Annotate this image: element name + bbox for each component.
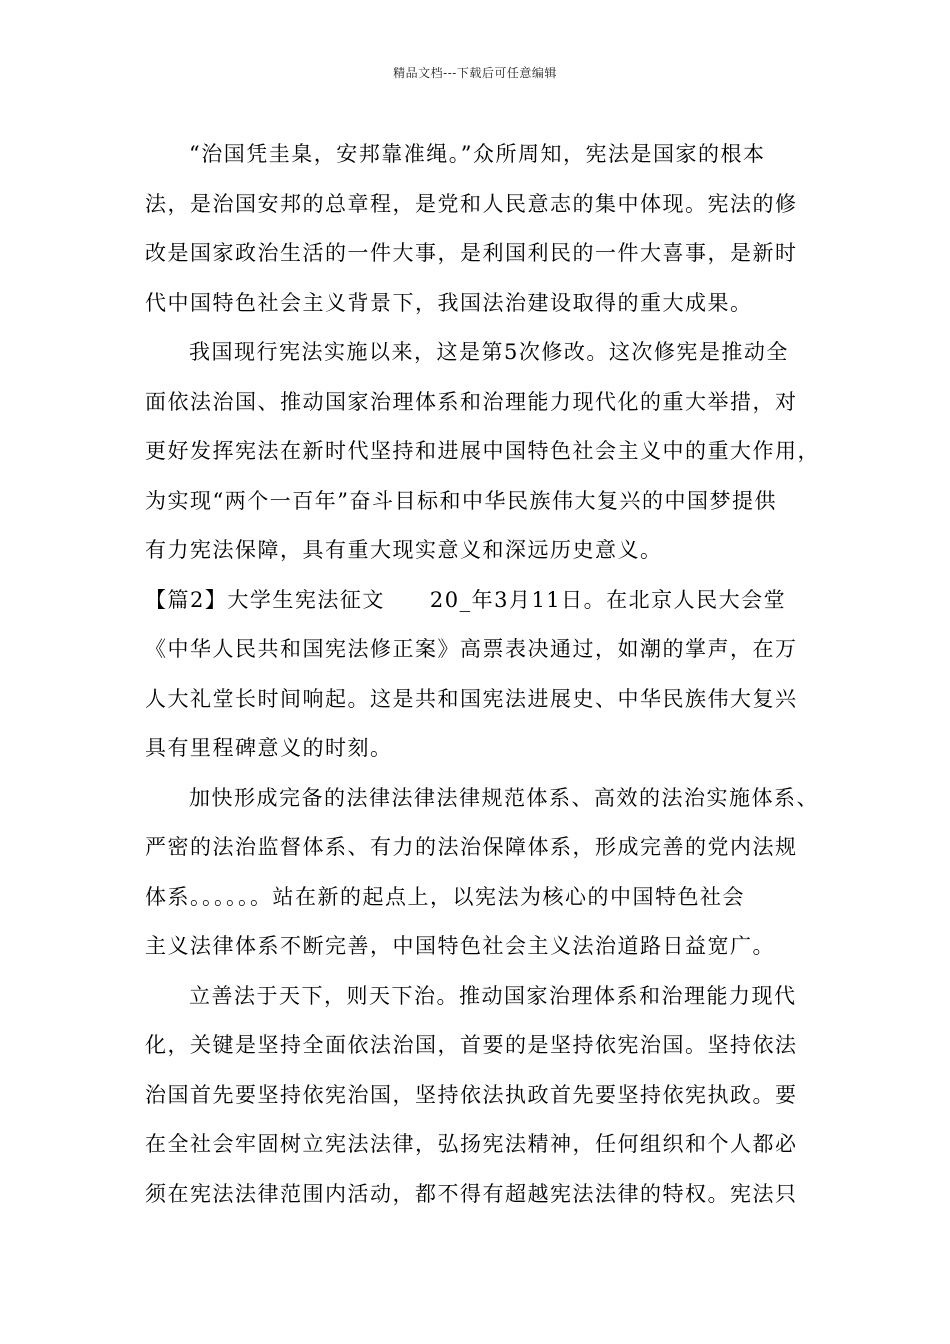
text-line: 主义法律体系不断完善，中国特色社会主义法治道路日益宽广。 (145, 934, 775, 958)
section-heading-line: 【篇2】大学生宪法征文 20_年3月11日。在北京人民大会堂 (145, 587, 787, 612)
text-line: 法，是治国安邦的总章程，是党和人民意志的集中体现。宪法的修 (145, 191, 798, 216)
text-line: 改是国家政治生活的一件大事，是利国利民的一件大喜事，是新时 (145, 241, 798, 265)
text-line: 严密的法治监督体系、有力的法治保障体系，形成完善的党内法规 (145, 835, 798, 859)
text-line: 更好发挥宪法在新时代坚持和进展中国特色社会主义中的重大作用， (145, 439, 820, 463)
text-line: 人大礼堂长时间响起。这是共和国宪法进展史、中华民族伟大复兴 (145, 686, 798, 711)
text-line: 《中华人民共和国宪法修正案》高票表决通过，如潮的掌声，在万 (145, 637, 798, 661)
text-line: 代中国特色社会主义背景下，我国法治建设取得的重大成果。 (145, 290, 753, 315)
text-line: 化，关键是坚持全面依法治国，首要的是坚持依宪治国。坚持依法 (145, 1033, 798, 1057)
text-line: 加快形成完备的法律法律法律规范体系、高效的法治实施体系、 (189, 785, 819, 810)
text-line: 体系。。。。。。站在新的起点上，以宪法为核心的中国特色社会 (145, 884, 745, 909)
text-line: “治国凭圭臬，安邦靠准绳。”众所周知，宪法是国家的根本 (189, 142, 766, 166)
text-line: 具有里程碑意义的时刻。 (145, 736, 393, 760)
text-line: 在全社会牢固树立宪法法律，弘扬宪法精神，任何组织和个人都必 (145, 1132, 798, 1156)
document-body (145, 130, 830, 1219)
text-line: 为实现“两个一百年”奋斗目标和中华民族伟大复兴的中国梦提供 (145, 488, 777, 513)
text-line: 须在宪法法律范围内活动，都不得有超越宪法法律的特权。宪法只 (145, 1181, 798, 1206)
page-header: 精品文档---下载后可任意编辑 (393, 66, 557, 80)
text-line: 面依法治国、推动国家治理体系和治理能力现代化的重大举措，对 (145, 389, 798, 414)
text-line: 立善法于天下，则天下治。推动国家治理体系和治理能力现代 (189, 983, 797, 1008)
text-line: 我国现行宪法实施以来，这是第5次修改。这次修宪是推动全 (189, 340, 789, 364)
text-line: 治国首先要坚持依宪治国，坚持依法执政首先要坚持依宪执政。要 (145, 1082, 798, 1107)
text-line: 有力宪法保障，具有重大现实意义和深远历史意义。 (145, 538, 663, 562)
